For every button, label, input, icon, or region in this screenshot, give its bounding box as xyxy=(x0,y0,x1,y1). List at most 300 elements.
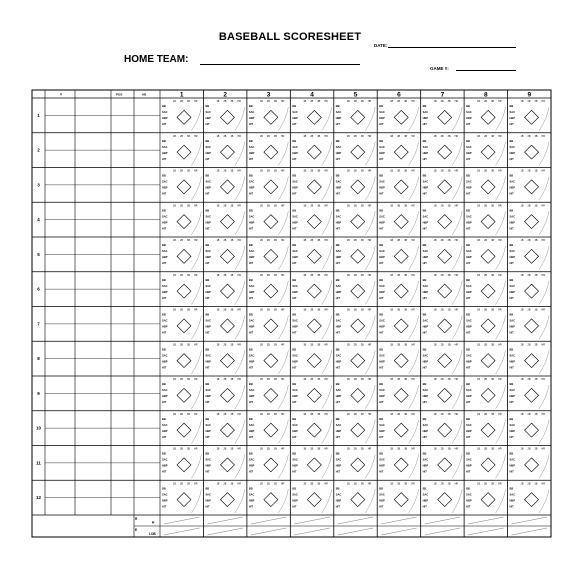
base-diamond[interactable] xyxy=(220,354,234,368)
base-label-3b: 3B xyxy=(404,204,408,208)
base-diamond[interactable] xyxy=(525,145,539,159)
base-label-hr: HR xyxy=(411,412,415,416)
row-number-5: 5 xyxy=(37,251,40,257)
base-diamond[interactable] xyxy=(220,249,234,263)
outcome-label-bb: BB xyxy=(205,452,210,456)
base-label-3b: 3B xyxy=(447,100,451,103)
outcome-label-bb: BB xyxy=(248,244,253,247)
outcome-label-bb: BB xyxy=(292,452,297,456)
base-diamond[interactable] xyxy=(307,388,321,402)
base-diamond[interactable] xyxy=(481,388,495,402)
base-diamond[interactable] xyxy=(481,319,495,333)
base-diamond[interactable] xyxy=(394,145,408,159)
outcome-label-hit: HIT xyxy=(292,401,297,404)
base-diamond[interactable] xyxy=(351,145,365,159)
outcome-label-hbp: HBP xyxy=(162,186,168,190)
base-diamond[interactable] xyxy=(264,249,278,263)
outcome-label-sac: SAC xyxy=(162,180,168,184)
base-diamond[interactable] xyxy=(220,215,234,229)
base-diamond[interactable] xyxy=(307,423,321,437)
infield-arc xyxy=(278,420,288,444)
base-label-3b: 3B xyxy=(534,308,538,312)
outcome-label-hit: HIT xyxy=(466,296,471,300)
outcome-label-bb: BB xyxy=(335,244,340,247)
totals-slash xyxy=(164,528,199,535)
totals-slash xyxy=(425,528,460,535)
base-label-3b: 3B xyxy=(360,134,364,138)
outcome-label-sac: SAC xyxy=(335,215,342,219)
outcome-label-hbp: HBP xyxy=(248,256,255,259)
base-label-2b: 2B xyxy=(310,378,314,381)
base-label-1b: 1B xyxy=(520,169,524,173)
outcome-label-sac: SAC xyxy=(292,458,298,462)
base-diamond[interactable] xyxy=(177,284,191,298)
outcome-label-sac: SAC xyxy=(292,284,298,288)
outcome-label-hbp: HBP xyxy=(509,325,516,329)
base-label-2b: 2B xyxy=(180,239,183,242)
infield-arc xyxy=(365,142,375,166)
outcome-label-sac: SAC xyxy=(335,180,342,184)
base-label-1b: 1B xyxy=(433,447,437,451)
base-diamond[interactable] xyxy=(394,354,408,368)
base-label-1b: 1B xyxy=(303,482,307,486)
base-diamond[interactable] xyxy=(481,458,495,472)
base-label-2b: 2B xyxy=(440,239,444,242)
base-label-3b: 3B xyxy=(360,447,364,451)
outcome-label-hbp: HBP xyxy=(509,186,516,190)
outcome-label-bb: BB xyxy=(379,174,383,178)
outcome-label-hit: HIT xyxy=(422,123,427,126)
base-label-2b: 2B xyxy=(440,447,444,451)
base-label-hr: HR xyxy=(280,204,285,208)
base-label-hr: HR xyxy=(324,343,328,347)
outcome-label-hit: HIT xyxy=(335,192,340,196)
outcome-label-bb: BB xyxy=(422,139,427,143)
infield-arc xyxy=(365,489,375,513)
base-diamond[interactable] xyxy=(438,284,452,298)
outcome-label-hit: HIT xyxy=(509,123,514,126)
base-label-3b: 3B xyxy=(360,169,364,173)
base-diamond[interactable] xyxy=(438,388,452,402)
base-diamond[interactable] xyxy=(525,423,539,437)
base-label-3b: 3B xyxy=(360,412,364,416)
base-diamond[interactable] xyxy=(220,458,234,472)
base-diamond[interactable] xyxy=(177,145,191,159)
base-diamond[interactable] xyxy=(307,145,321,159)
infield-arc xyxy=(191,107,201,131)
base-diamond[interactable] xyxy=(307,110,321,124)
base-diamond[interactable] xyxy=(481,110,495,124)
base-label-3b: 3B xyxy=(273,343,277,347)
infield-arc xyxy=(235,211,245,235)
base-diamond[interactable] xyxy=(351,458,365,472)
base-diamond[interactable] xyxy=(351,388,365,402)
base-label-3b: 3B xyxy=(534,378,538,381)
outcome-label-hit: HIT xyxy=(205,401,210,404)
base-label-1b: 1B xyxy=(520,343,524,347)
base-diamond[interactable] xyxy=(351,180,365,194)
outcome-label-hit: HIT xyxy=(162,192,167,196)
outcome-label-hbp: HBP xyxy=(335,499,342,503)
base-diamond[interactable] xyxy=(525,458,539,472)
totals-label-lob: LOB xyxy=(149,532,156,536)
outcome-label-bb: BB xyxy=(162,452,166,456)
base-diamond[interactable] xyxy=(394,180,408,194)
outcome-label-hit: HIT xyxy=(466,505,471,509)
outcome-label-hit: HIT xyxy=(509,331,514,335)
outcome-label-sac: SAC xyxy=(422,284,429,288)
base-label-3b: 3B xyxy=(187,447,190,451)
outcome-label-hit: HIT xyxy=(248,262,254,265)
base-diamond[interactable] xyxy=(177,493,191,507)
outcome-label-sac: SAC xyxy=(292,180,298,184)
outcome-label-hbp: HBP xyxy=(162,464,168,468)
base-label-1b: 1B xyxy=(346,308,350,312)
base-diamond[interactable] xyxy=(481,354,495,368)
base-diamond[interactable] xyxy=(177,319,191,333)
base-diamond[interactable] xyxy=(394,388,408,402)
base-diamond[interactable] xyxy=(525,180,539,194)
outcome-label-sac: SAC xyxy=(162,145,168,149)
base-label-3b: 3B xyxy=(273,273,277,277)
base-diamond[interactable] xyxy=(177,110,191,124)
base-diamond[interactable] xyxy=(307,215,321,229)
inning-header-7: 7 xyxy=(440,91,445,99)
outcome-label-bb: BB xyxy=(248,174,253,178)
outcome-label-hbp: HBP xyxy=(335,151,342,155)
base-label-hr: HR xyxy=(367,482,372,486)
outcome-label-bb: BB xyxy=(162,348,166,352)
base-label-hr: HR xyxy=(324,273,328,277)
base-diamond[interactable] xyxy=(351,354,365,368)
base-diamond[interactable] xyxy=(438,354,452,368)
base-diamond[interactable] xyxy=(264,284,278,298)
outcome-label-bb: BB xyxy=(379,313,383,317)
base-label-1b: 1B xyxy=(259,343,263,347)
outcome-label-sac: SAC xyxy=(162,354,168,358)
outcome-label-bb: BB xyxy=(466,348,470,352)
base-diamond[interactable] xyxy=(264,110,278,124)
infield-arc xyxy=(452,281,462,305)
base-diamond[interactable] xyxy=(177,354,191,368)
base-label-3b: 3B xyxy=(534,169,538,173)
base-label-hr: HR xyxy=(411,169,415,173)
outcome-label-sac: SAC xyxy=(205,145,211,149)
base-diamond[interactable] xyxy=(394,423,408,437)
base-diamond[interactable] xyxy=(220,284,234,298)
infield-arc xyxy=(191,350,201,374)
base-diamond[interactable] xyxy=(438,110,452,124)
base-label-3b: 3B xyxy=(447,447,451,451)
base-label-3b: 3B xyxy=(273,239,277,242)
outcome-label-hit: HIT xyxy=(248,401,254,404)
base-diamond[interactable] xyxy=(525,354,539,368)
outcome-label-hit: HIT xyxy=(379,262,384,265)
base-diamond[interactable] xyxy=(307,319,321,333)
base-diamond[interactable] xyxy=(438,423,452,437)
base-diamond[interactable] xyxy=(307,493,321,507)
base-diamond[interactable] xyxy=(525,493,539,507)
base-label-2b: 2B xyxy=(440,134,444,138)
base-diamond[interactable] xyxy=(264,354,278,368)
base-diamond[interactable] xyxy=(220,145,234,159)
base-diamond[interactable] xyxy=(481,493,495,507)
outcome-label-bb: BB xyxy=(292,174,297,178)
outcome-label-hbp: HBP xyxy=(422,256,429,259)
base-label-hr: HR xyxy=(194,100,198,103)
base-diamond[interactable] xyxy=(438,180,452,194)
outcome-label-sac: SAC xyxy=(466,215,472,219)
base-diamond[interactable] xyxy=(177,423,191,437)
base-diamond[interactable] xyxy=(438,319,452,333)
base-label-3b: 3B xyxy=(491,308,495,312)
base-label-2b: 2B xyxy=(440,308,444,312)
infield-arc xyxy=(322,281,332,305)
base-label-1b: 1B xyxy=(477,100,481,103)
base-diamond[interactable] xyxy=(307,180,321,194)
base-label-2b: 2B xyxy=(223,412,227,416)
base-label-1b: 1B xyxy=(477,412,481,416)
base-diamond[interactable] xyxy=(264,388,278,402)
base-label-hr: HR xyxy=(367,343,372,347)
base-diamond[interactable] xyxy=(177,215,191,229)
base-label-1b: 1B xyxy=(346,378,350,381)
base-diamond[interactable] xyxy=(394,249,408,263)
infield-arc xyxy=(322,350,332,374)
base-diamond[interactable] xyxy=(264,319,278,333)
outcome-label-hit: HIT xyxy=(162,401,167,404)
base-diamond[interactable] xyxy=(264,180,278,194)
base-label-2b: 2B xyxy=(353,100,357,103)
outcome-label-hit: HIT xyxy=(205,505,210,509)
base-label-hr: HR xyxy=(541,412,546,416)
base-diamond[interactable] xyxy=(351,493,365,507)
outcome-label-hbp: HBP xyxy=(162,151,168,155)
base-label-hr: HR xyxy=(454,447,459,451)
outcome-label-bb: BB xyxy=(292,383,297,386)
infield-arc xyxy=(539,350,549,374)
base-diamond[interactable] xyxy=(438,458,452,472)
base-diamond[interactable] xyxy=(525,284,539,298)
inning-header-2: 2 xyxy=(223,91,227,99)
outcome-label-hit: HIT xyxy=(422,366,427,370)
base-label-2b: 2B xyxy=(440,204,444,208)
outcome-label-hbp: HBP xyxy=(335,464,342,468)
outcome-label-hbp: HBP xyxy=(422,499,429,503)
base-label-2b: 2B xyxy=(266,134,270,138)
outcome-label-bb: BB xyxy=(248,417,253,421)
base-label-1b: 1B xyxy=(173,204,176,208)
outcome-label-bb: BB xyxy=(379,417,383,421)
base-diamond[interactable] xyxy=(481,284,495,298)
base-label-1b: 1B xyxy=(259,447,263,451)
base-label-2b: 2B xyxy=(484,169,488,173)
base-label-hr: HR xyxy=(411,273,415,277)
outcome-label-hit: HIT xyxy=(422,192,427,196)
base-diamond[interactable] xyxy=(177,180,191,194)
base-diamond[interactable] xyxy=(220,180,234,194)
outcome-label-hbp: HBP xyxy=(379,395,385,398)
base-diamond[interactable] xyxy=(438,145,452,159)
base-label-3b: 3B xyxy=(360,239,364,242)
base-diamond[interactable] xyxy=(438,249,452,263)
base-diamond[interactable] xyxy=(220,388,234,402)
base-label-hr: HR xyxy=(194,308,198,312)
base-label-hr: HR xyxy=(324,482,328,486)
outcome-label-hit: HIT xyxy=(379,157,384,161)
outcome-label-hbp: HBP xyxy=(466,186,472,190)
base-label-2b: 2B xyxy=(266,239,270,242)
base-diamond[interactable] xyxy=(351,110,365,124)
totals-slash xyxy=(381,517,416,524)
base-diamond[interactable] xyxy=(394,284,408,298)
base-label-2b: 2B xyxy=(223,447,227,451)
base-diamond[interactable] xyxy=(394,319,408,333)
outcome-label-bb: BB xyxy=(205,383,210,386)
infield-arc xyxy=(191,420,201,444)
base-diamond[interactable] xyxy=(264,493,278,507)
base-label-hr: HR xyxy=(498,100,502,103)
infield-arc xyxy=(235,316,245,340)
totals-slash xyxy=(512,528,547,535)
base-label-hr: HR xyxy=(194,239,198,242)
base-diamond[interactable] xyxy=(264,145,278,159)
base-diamond[interactable] xyxy=(351,284,365,298)
base-diamond[interactable] xyxy=(394,458,408,472)
infield-arc xyxy=(409,385,419,409)
outcome-label-bb: BB xyxy=(248,278,253,282)
outcome-label-hbp: HBP xyxy=(379,290,385,294)
outcome-label-hbp: HBP xyxy=(509,117,516,120)
base-diamond[interactable] xyxy=(351,319,365,333)
base-diamond[interactable] xyxy=(394,493,408,507)
base-diamond[interactable] xyxy=(394,110,408,124)
base-diamond[interactable] xyxy=(481,145,495,159)
base-label-3b: 3B xyxy=(187,273,190,277)
base-diamond[interactable] xyxy=(525,215,539,229)
base-diamond[interactable] xyxy=(264,458,278,472)
totals-slash xyxy=(381,528,416,535)
base-diamond[interactable] xyxy=(525,319,539,333)
base-diamond[interactable] xyxy=(525,388,539,402)
base-diamond[interactable] xyxy=(525,110,539,124)
base-label-hr: HR xyxy=(367,412,372,416)
base-label-2b: 2B xyxy=(223,239,227,242)
outcome-label-sac: SAC xyxy=(162,250,168,253)
base-label-2b: 2B xyxy=(397,134,401,138)
base-diamond[interactable] xyxy=(481,423,495,437)
base-label-1b: 1B xyxy=(520,308,524,312)
base-diamond[interactable] xyxy=(220,110,234,124)
infield-arc xyxy=(496,142,506,166)
base-diamond[interactable] xyxy=(481,249,495,263)
outcome-label-hbp: HBP xyxy=(379,256,385,259)
base-label-1b: 1B xyxy=(433,204,437,208)
base-label-hr: HR xyxy=(541,308,546,312)
base-label-1b: 1B xyxy=(173,378,176,381)
base-diamond[interactable] xyxy=(525,249,539,263)
base-label-2b: 2B xyxy=(180,447,183,451)
outcome-label-hbp: HBP xyxy=(335,325,342,329)
infield-arc xyxy=(409,420,419,444)
infield-arc xyxy=(539,177,549,201)
base-label-2b: 2B xyxy=(310,169,314,173)
base-label-2b: 2B xyxy=(180,412,183,416)
base-label-2b: 2B xyxy=(180,343,183,347)
base-diamond[interactable] xyxy=(307,458,321,472)
base-diamond[interactable] xyxy=(351,423,365,437)
outcome-label-sac: SAC xyxy=(466,111,472,114)
base-label-1b: 1B xyxy=(173,273,176,277)
home-team-label: HOME TEAM: xyxy=(124,54,189,65)
row-number-8: 8 xyxy=(37,356,40,362)
base-diamond[interactable] xyxy=(307,354,321,368)
outcome-label-hbp: HBP xyxy=(466,151,472,155)
base-diamond[interactable] xyxy=(394,215,408,229)
outcome-label-hbp: HBP xyxy=(292,117,298,120)
outcome-label-hit: HIT xyxy=(509,401,514,404)
base-diamond[interactable] xyxy=(220,493,234,507)
base-label-1b: 1B xyxy=(520,273,524,277)
base-label-2b: 2B xyxy=(440,343,444,347)
base-label-3b: 3B xyxy=(447,169,451,173)
outcome-label-sac: SAC xyxy=(509,215,516,219)
infield-arc xyxy=(452,316,462,340)
base-label-hr: HR xyxy=(367,204,372,208)
outcome-label-bb: BB xyxy=(422,105,427,108)
infield-arc xyxy=(235,142,245,166)
base-diamond[interactable] xyxy=(307,249,321,263)
outcome-label-sac: SAC xyxy=(466,284,472,288)
base-diamond[interactable] xyxy=(438,493,452,507)
base-diamond[interactable] xyxy=(177,388,191,402)
base-label-hr: HR xyxy=(324,169,328,173)
base-diamond[interactable] xyxy=(264,423,278,437)
base-diamond[interactable] xyxy=(481,215,495,229)
outcome-label-bb: BB xyxy=(422,452,427,456)
base-diamond[interactable] xyxy=(438,215,452,229)
base-label-1b: 1B xyxy=(173,100,176,103)
outcome-label-bb: BB xyxy=(335,383,340,386)
outcome-label-bb: BB xyxy=(205,105,210,108)
infield-arc xyxy=(322,420,332,444)
base-diamond[interactable] xyxy=(220,423,234,437)
base-label-hr: HR xyxy=(411,204,415,208)
outcome-label-hit: HIT xyxy=(205,366,210,370)
infield-arc xyxy=(322,316,332,340)
base-diamond[interactable] xyxy=(177,249,191,263)
outcome-label-hit: HIT xyxy=(248,435,254,439)
infield-arc xyxy=(539,142,549,166)
base-diamond[interactable] xyxy=(220,319,234,333)
base-diamond[interactable] xyxy=(264,215,278,229)
base-diamond[interactable] xyxy=(307,284,321,298)
base-label-hr: HR xyxy=(498,273,502,277)
outcome-label-hit: HIT xyxy=(205,192,210,196)
base-label-3b: 3B xyxy=(187,308,190,312)
base-diamond[interactable] xyxy=(351,249,365,263)
base-label-hr: HR xyxy=(454,482,459,486)
base-label-1b: 1B xyxy=(346,482,350,486)
base-diamond[interactable] xyxy=(351,215,365,229)
base-label-hr: HR xyxy=(280,134,285,138)
base-diamond[interactable] xyxy=(177,458,191,472)
base-label-2b: 2B xyxy=(223,378,227,381)
base-label-1b: 1B xyxy=(390,169,394,173)
base-label-3b: 3B xyxy=(187,482,190,486)
base-diamond[interactable] xyxy=(481,180,495,194)
outcome-label-hbp: HBP xyxy=(466,221,472,225)
